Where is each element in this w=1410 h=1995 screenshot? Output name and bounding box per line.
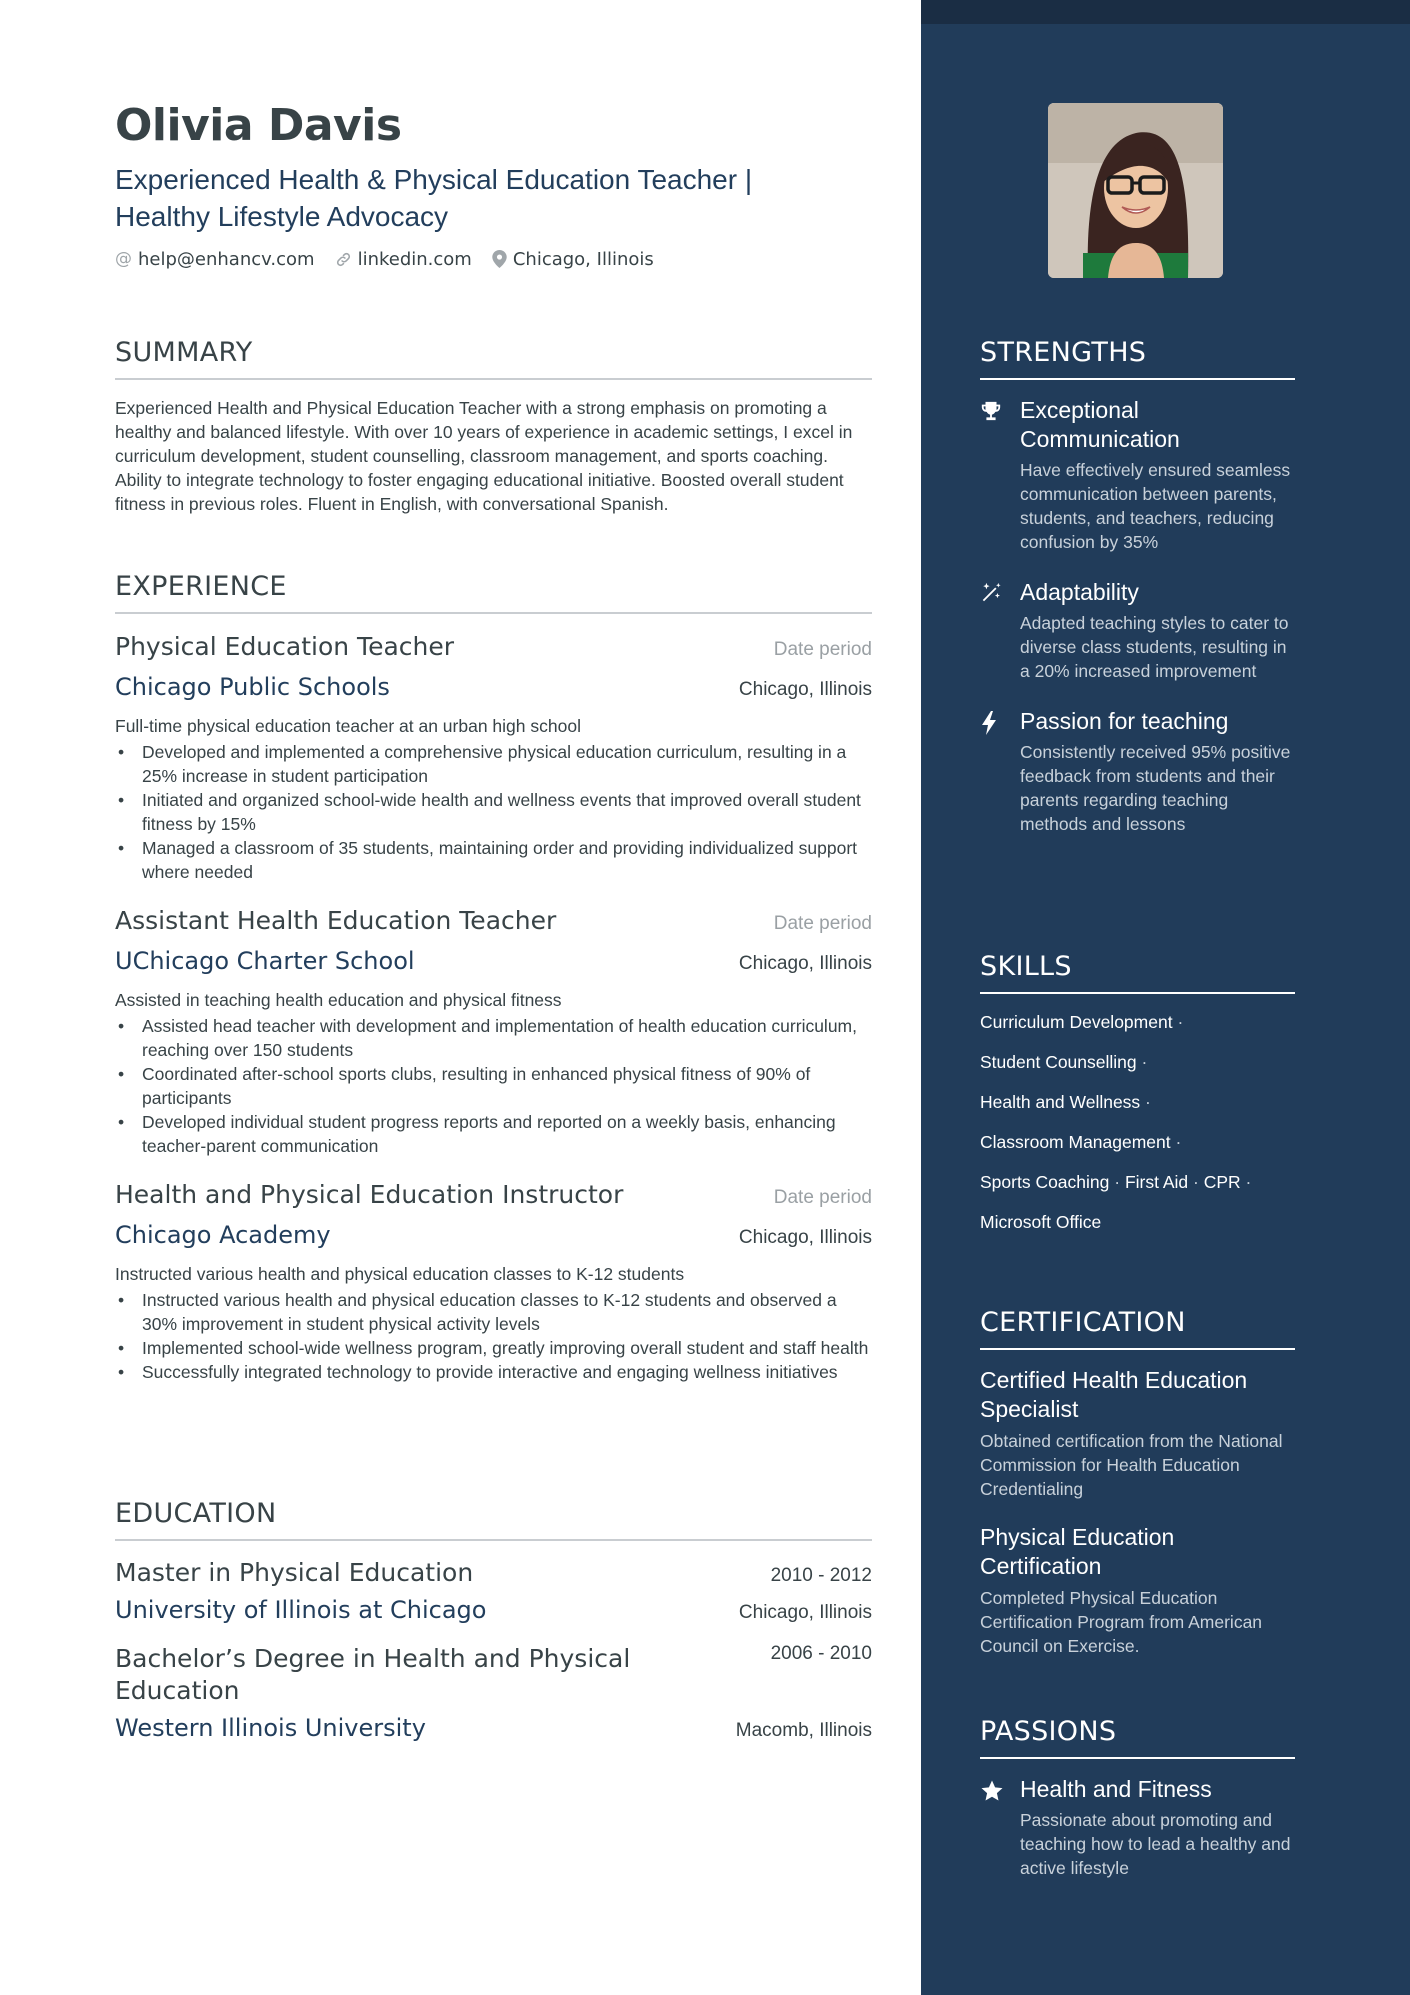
resume-header (115, 100, 872, 270)
skill-tag: CPR (1203, 1172, 1241, 1192)
education-location: Chicago, Illinois (738, 1602, 872, 1623)
job-role: Health and Physical Education Instructor (115, 1180, 624, 1209)
strength-item (980, 578, 1295, 683)
certification-title: CERTIFICATION (980, 1307, 1295, 1350)
education-entry (115, 1643, 872, 1745)
education-location: Macomb, Illinois (735, 1720, 872, 1741)
profile-photo (1048, 103, 1223, 278)
summary-title: SUMMARY (115, 337, 872, 380)
skill-separator: · (1109, 1172, 1125, 1192)
job-bullet: • Successfully integrated technology to provide interactive and engaging wellness initiatives (115, 1360, 872, 1384)
summary-section (115, 337, 872, 516)
job-location: Chicago, Illinois (738, 953, 872, 974)
certification-name: Physical Education Certification (980, 1524, 1175, 1579)
skill-separator: · (1170, 1132, 1182, 1152)
passion-item (980, 1775, 1295, 1880)
skill-row (980, 1010, 1295, 1034)
lightning-icon (980, 707, 1020, 836)
job-company: Chicago Academy (115, 1221, 331, 1249)
job-role: Assistant Health Education Teacher (115, 906, 557, 935)
contact-info (115, 249, 872, 270)
job-bullet: • Assisted head teacher with development and implementation of health education curriculum, reaching over 150 students (115, 1014, 872, 1062)
passions-section (980, 1716, 1295, 1904)
job-description: Full-time physical education teacher at an urban high school (115, 716, 581, 736)
job-bullet: • Managed a classroom of 35 students, maintaining order and providing individualized support where needed (115, 836, 872, 884)
skill-tag: First Aid (1124, 1172, 1189, 1192)
certification-item (980, 1366, 1295, 1501)
job-entry (115, 1178, 872, 1384)
skill-row (980, 1130, 1295, 1154)
contact-email[interactable] (115, 249, 315, 270)
skill-separator: · (1136, 1052, 1148, 1072)
passions-title: PASSIONS (980, 1716, 1295, 1759)
skill-separator: · (1188, 1172, 1204, 1192)
skill-separator: · (1140, 1092, 1151, 1112)
candidate-name: Olivia Davis (115, 100, 402, 151)
education-school: Western Illinois University (115, 1714, 426, 1742)
education-date: 2010 - 2012 (770, 1565, 872, 1586)
job-entry (115, 630, 872, 884)
experience-section (115, 571, 872, 1404)
strength-title: Passion for teaching (1020, 708, 1229, 734)
job-company: Chicago Public Schools (115, 673, 390, 701)
linkedin-text: linkedin.com (357, 248, 472, 270)
location-text: Chicago, Illinois (512, 248, 654, 270)
magic-wand-icon (980, 578, 1020, 683)
skill-tag: Health and Wellness (980, 1092, 1141, 1112)
strength-item (980, 707, 1295, 836)
job-bullet: • Initiated and organized school-wide health and wellness events that improved overall student fitness by 15% (115, 788, 872, 836)
skill-row (980, 1050, 1295, 1074)
contact-linkedin[interactable] (335, 249, 472, 270)
skill-row (980, 1210, 1295, 1234)
education-school: University of Illinois at Chicago (115, 1596, 487, 1624)
skill-tag: Curriculum Development (980, 1012, 1173, 1032)
certification-section (980, 1307, 1295, 1680)
experience-title: EXPERIENCE (115, 571, 872, 614)
strengths-section (980, 337, 1295, 860)
passion-description: Passionate about promoting and teaching how to lead a healthy and active lifestyle (1020, 1810, 1291, 1878)
strengths-title: STRENGTHS (980, 337, 1295, 380)
sidebar-top-bar (921, 0, 1410, 24)
passion-title: Health and Fitness (1020, 1776, 1212, 1802)
education-degree: Bachelor’s Degree in Health and Physical Education (115, 1644, 631, 1705)
skill-row (980, 1170, 1295, 1194)
skills-title: SKILLS (980, 951, 1295, 994)
education-section (115, 1498, 872, 1761)
skill-separator: · (1172, 1012, 1184, 1032)
job-bullets (115, 740, 872, 884)
job-role: Physical Education Teacher (115, 632, 455, 661)
education-entry (115, 1557, 872, 1627)
contact-location (492, 249, 654, 270)
job-bullets (115, 1014, 872, 1158)
job-bullet: • Developed individual student progress reports and reported on a weekly basis, enhancing teacher-parent communication (115, 1110, 872, 1158)
location-pin-icon (492, 250, 507, 268)
job-description: Instructed various health and physical education classes to K-12 students (115, 1264, 685, 1284)
job-bullet: • Coordinated after-school sports clubs, resulting in enhanced physical fitness of 90% of participants (115, 1062, 872, 1110)
star-icon (980, 1775, 1020, 1880)
education-date: 2006 - 2010 (770, 1643, 872, 1664)
strength-title: Adaptability (1020, 579, 1139, 605)
skill-tag: Sports Coaching (980, 1172, 1110, 1192)
job-date: Date period (773, 913, 872, 934)
education-title: EDUCATION (115, 1498, 872, 1541)
job-bullet: • Developed and implemented a comprehensive physical education curriculum, resulting in a 25% increase in student participation (115, 740, 872, 788)
candidate-headline: Experienced Health & Physical Education Teacher | Healthy Lifestyle Advocacy (115, 163, 753, 232)
strength-description: Have effectively ensured seamless communication between parents, students, and teachers, reducing confusion by 35% (1020, 460, 1291, 552)
job-date: Date period (773, 1187, 872, 1208)
strength-description: Consistently received 95% positive feedback from students and their parents regarding teaching methods and lessons (1020, 742, 1291, 834)
skill-tag: Classroom Management (980, 1132, 1171, 1152)
certification-description: Obtained certification from the National Commission for Health Education Credentialing (980, 1431, 1283, 1499)
email-text: help@enhancv.com (138, 248, 315, 270)
job-bullets (115, 1288, 872, 1384)
skill-separator: · (1240, 1172, 1252, 1192)
job-date: Date period (773, 639, 872, 660)
skill-tag: Microsoft Office (980, 1212, 1102, 1232)
trophy-icon (980, 396, 1020, 554)
job-location: Chicago, Illinois (738, 679, 872, 700)
link-icon (335, 251, 352, 268)
job-location: Chicago, Illinois (738, 1227, 872, 1248)
strength-item (980, 396, 1295, 554)
certification-name: Certified Health Education Specialist (980, 1367, 1248, 1422)
job-entry (115, 904, 872, 1158)
job-bullet: • Instructed various health and physical education classes to K-12 students and observed a 30% improvement in student physical activity levels (115, 1288, 872, 1336)
job-company: UChicago Charter School (115, 947, 415, 975)
certification-description: Completed Physical Education Certification Program from American Council on Exercise. (980, 1588, 1263, 1656)
summary-text: Experienced Health and Physical Education Teacher with a strong emphasis on promoting a healthy and balanced lifestyle. With over 10 years of experience in academic settings, I excel in curriculum development, student counselling, classroom management, and sports coaching. Ability to integrate technology to foster engaging educational initiative. Boosted overall student fitness in previous roles. Fluent in English, with conversational Spanish. (115, 398, 853, 514)
sidebar (921, 0, 1410, 1995)
job-bullet: • Implemented school-wide wellness program, greatly improving overall student and staff health (115, 1336, 872, 1360)
certification-item (980, 1523, 1295, 1658)
skills-section (980, 951, 1295, 1250)
job-description: Assisted in teaching health education and physical fitness (115, 990, 562, 1010)
strength-title: Exceptional Communication (1020, 397, 1180, 452)
skill-row (980, 1090, 1295, 1114)
education-degree: Master in Physical Education (115, 1558, 474, 1587)
strength-description: Adapted teaching styles to cater to diverse class students, resulting in a 20% increased improvement (1020, 613, 1289, 681)
skill-tag: Student Counselling (980, 1052, 1137, 1072)
main-content (115, 100, 872, 270)
at-sign-icon: @ (115, 249, 132, 270)
